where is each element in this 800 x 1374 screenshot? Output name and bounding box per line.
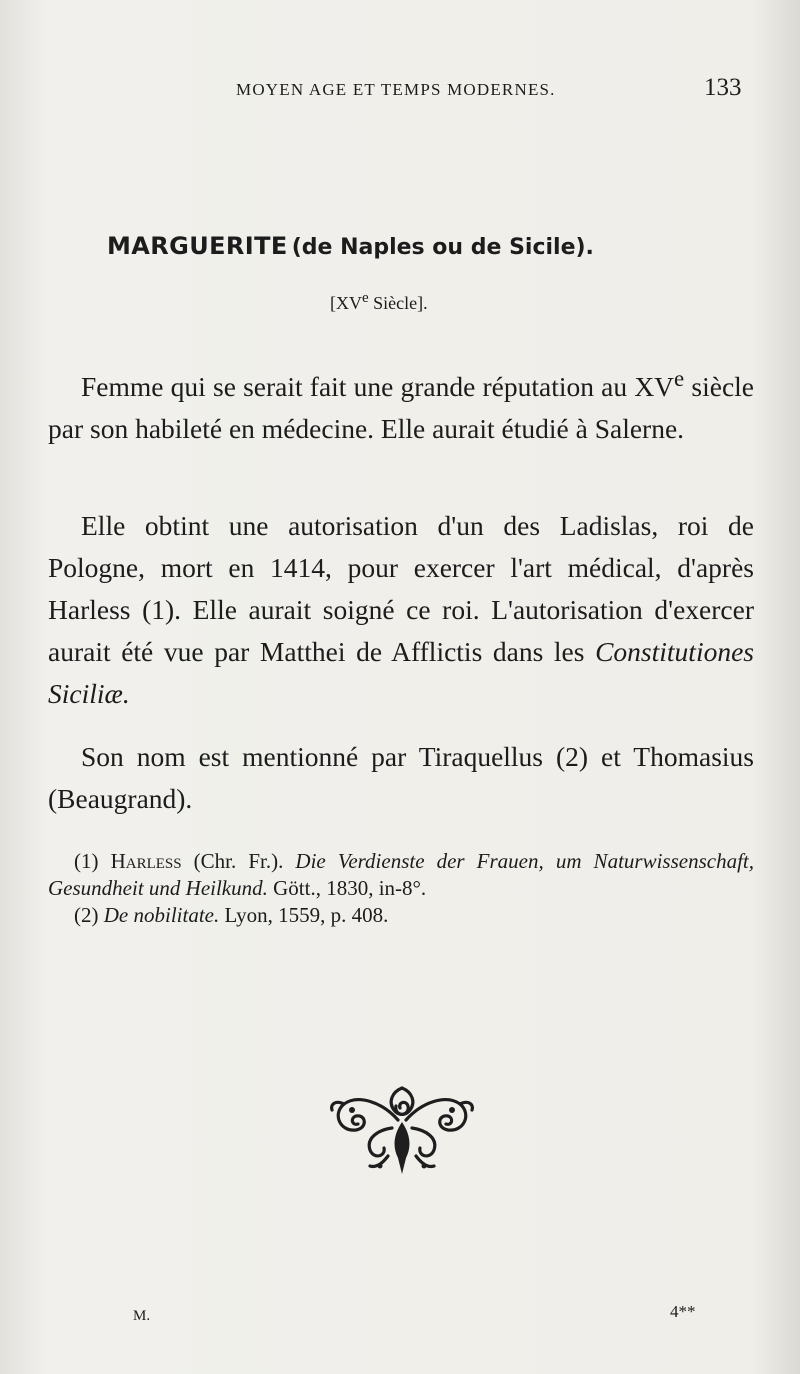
paragraph-2 xyxy=(48,505,754,715)
p2-italic: Constitutiones Siciliæ. xyxy=(48,636,754,709)
entry-name: MARGUERITE xyxy=(107,232,288,260)
fn1-rest: Gött., 1830, in-8°. xyxy=(267,876,427,900)
fn1-author: Harless xyxy=(110,849,182,873)
p1-sup: e xyxy=(674,366,685,391)
paragraph-1 xyxy=(48,358,754,450)
footnote-1 xyxy=(48,848,754,902)
p1-text-a: Femme qui se serait fait une grande réputation au XV xyxy=(81,371,675,403)
fn2-rest: Lyon, 1559, p. 408. xyxy=(219,903,389,927)
running-head: MOYEN AGE ET TEMPS MODERNES. xyxy=(236,80,556,99)
century-close: Siècle]. xyxy=(368,293,428,313)
entry-qualifier: (de Naples ou de Sicile). xyxy=(291,235,594,260)
signature-right: 4** xyxy=(670,1302,696,1321)
footnotes xyxy=(48,848,754,929)
page-number: 133 xyxy=(704,74,742,101)
fn1-author-rest: (Chr. Fr.). xyxy=(181,849,296,873)
footnote-2 xyxy=(48,902,754,929)
fn2-title: De nobilitate. xyxy=(103,903,220,927)
century-sup: e xyxy=(362,290,369,306)
ornament-icon xyxy=(322,1080,482,1180)
century-open: [XV xyxy=(330,293,362,313)
signature-left: M. xyxy=(133,1308,151,1324)
p2-text: Elle obtint une autorisation d'un des Ladislas, roi de Pologne, mort en 1414, pour exercer l'art médical, d'après Harless (1). Elle aurait soigné ce roi. L'autorisation d'exercer aurait été vue par Matthei de Afflictis dans les xyxy=(48,510,754,667)
fn1-marker: (1) xyxy=(74,849,111,873)
fn1-title: Die Verdienste der Frauen, um Naturwissenschaft, Gesundheit und Heilkund. xyxy=(48,849,754,900)
fn2-marker: (2) xyxy=(74,903,104,927)
entry-title xyxy=(107,232,707,260)
entry-century xyxy=(330,290,428,314)
paragraph-3: Son nom est mentionné par Tiraquellus (2) et Thomasius (Beaugrand). xyxy=(48,741,754,814)
p1-text-b: siècle par son habileté en médecine. Elle aurait étudié à Salerne. xyxy=(48,371,754,445)
